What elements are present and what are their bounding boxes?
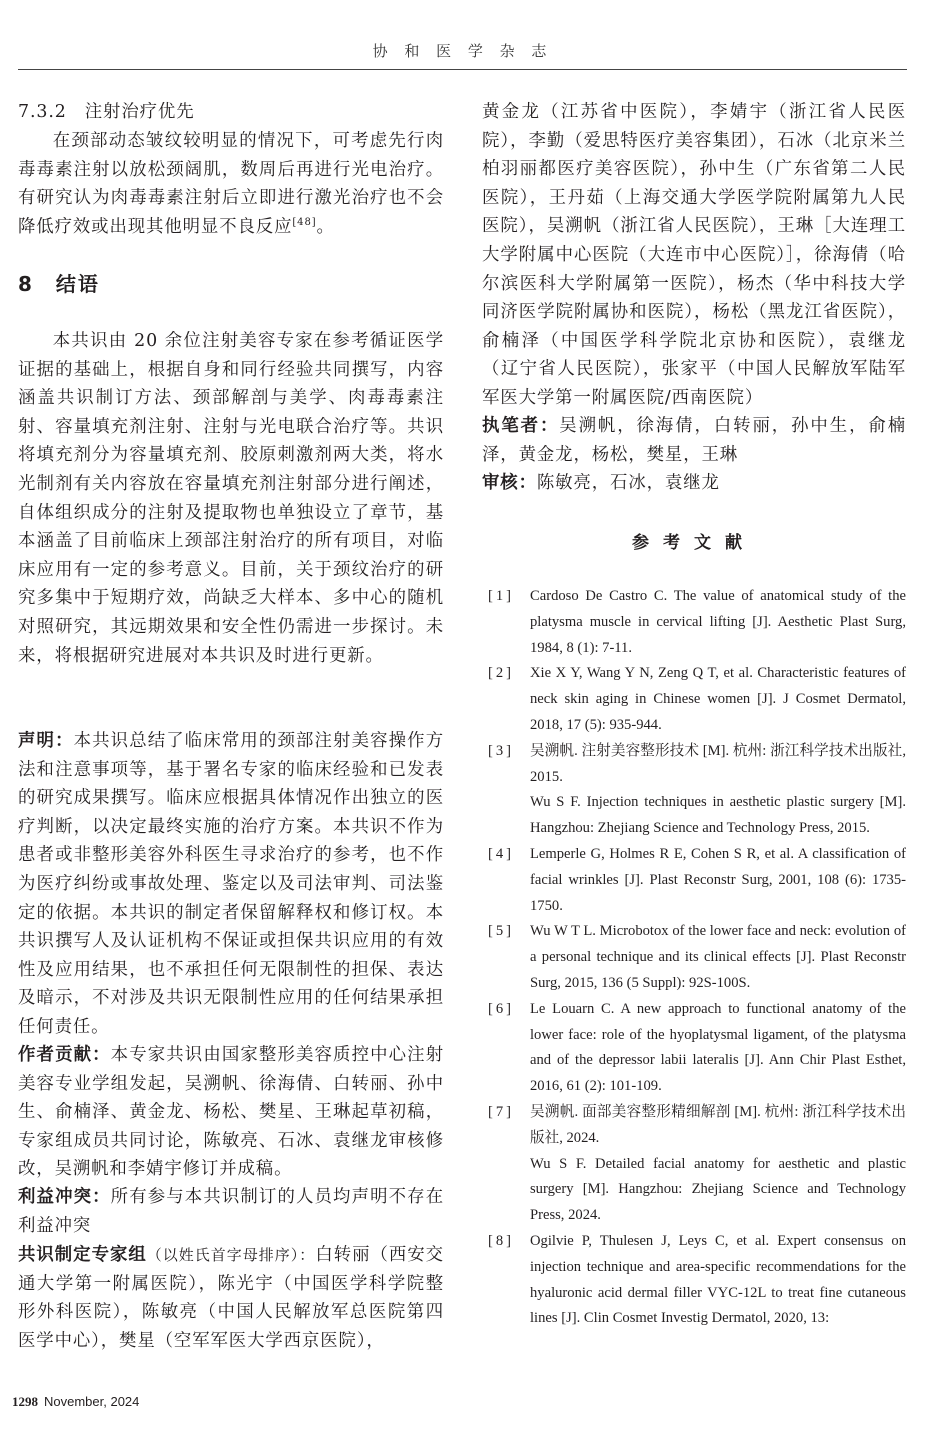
reference-text: Xie X Y, Wang Y N, Zeng Q T, et al. Characteristic features of neck skin aging in Chinese women [J]. J Cosmet Dermatol, 2018, 17 (5): 935-944.	[530, 665, 906, 733]
reference-item	[484, 997, 906, 1100]
period: 。	[316, 216, 335, 237]
reference-item	[484, 584, 906, 661]
issue-date: November, 2024	[44, 1394, 140, 1409]
reference-item	[484, 739, 906, 842]
section-title: 注射治疗优先	[84, 102, 195, 122]
reference-number: [8]	[488, 1232, 515, 1249]
reference-item	[484, 919, 906, 996]
statement-label: 声明：	[18, 731, 74, 751]
reference-item	[484, 1229, 906, 1332]
section-8-heading	[18, 270, 444, 299]
statement-text: 本共识总结了临床常用的颈部注射美容操作方法和注意事项等，基于署名专家的临床经验和已发表的研究成果撰写。临床应根据具体情况作出独立的医疗判断，以决定最终实施的治疗方案。本共识不作为患者或非整形美容外科医生寻求治疗的参考，也不作为医疗纠纷或事故处理、鉴定以及司法审判、司法鉴定的依据。本共识的制定者保留解释权和修订权。本共识撰写人及认证机构不保证或担保共识应用的有效性及应用结果，也不承担任何无限制性的担保、表达及暗示，不对涉及共识无限制性应用的任何结果承担任何责任。	[18, 731, 444, 1037]
reference-text: Wu W T L. Microbotox of the lower face and neck: evolution of a personal technique and its clinical effects [J]. Plast Reconstr Surg, 2015, 136 (5 Suppl): 92S-100S.	[530, 923, 906, 991]
reviewers	[482, 469, 906, 498]
journal-header: 协 和 医 学 杂 志	[372, 42, 553, 60]
review-text: 陈敏亮，石冰，袁继龙	[536, 473, 720, 493]
references-heading: 参考文献	[632, 533, 756, 553]
conflict-text: 所有参与本共识制订的人员均声明不存在利益冲突	[18, 1187, 444, 1236]
writers-text: 吴溯帆，徐海倩，白转丽，孙中生，俞楠泽，黄金龙，杨松，樊星，王琳	[482, 416, 906, 465]
page-number: 1298	[12, 1394, 38, 1409]
reference-text: Le Louarn C. A new approach to functional anatomy of the lower face: role of the hyoplatysmal ligament, of the platysma and of the depressor labii lateralis [J]. Ann Chir Plast Esthet, 2016, 61 (2): 101-109.	[530, 1000, 906, 1095]
reference-number: [2]	[488, 665, 515, 682]
reference-number: [5]	[488, 923, 515, 940]
reference-text: Cardoso De Castro C. The value of anatomical study of the platysma muscle in cervical lifting [J]. Aesthetic Plast Surg, 1984, 8 (1): 7-11.	[530, 588, 906, 656]
section-7-3-2-body	[18, 127, 444, 241]
contrib-label: 作者贡献：	[18, 1045, 111, 1065]
reference-number: [4]	[488, 845, 515, 862]
reference-text: Lemperle G, Holmes R E, Cohen S R, et al. A classification of facial wrinkles [J]. Plast Reconstr Surg, 2001, 108 (6): 1735-1750.	[530, 845, 906, 914]
statement	[18, 727, 444, 1042]
expert-group-continued: 黄金龙（江苏省中医院），李婧宇（浙江省人民医院），李勤（爱思特医疗美容集团），石冰（北京米兰柏羽丽都医疗美容医院），孙中生（广东省第二人民医院），王丹茹（上海交通大学医学院附属第九人民医院），吴溯帆（浙江省人民医院），王琳［大连理工大学附属中心医院（大连市中心医院）］，徐海倩（哈尔滨医科大学附属第一医院），杨杰（华中科技大学同济医学院附属协和医院），杨松（黑龙江省医院），俞楠泽（中国医学科学院北京协和医院），袁继龙（辽宁省人民医院），张家平（中国人民解放军陆军军医大学第一附属医院/西南医院）	[482, 102, 906, 408]
experts-note: （以姓氏首字母排序）：	[146, 1246, 316, 1264]
experts-text: 白转丽（西安交通大学第一附属医院），陈光宇（中国医学科学院整形外科医院），陈敏亮（中国人民解放军总医院第四医学中心），樊星（空军军医大学西京医院），	[18, 1245, 444, 1351]
reference-number: [7]	[488, 1103, 515, 1120]
review-label: 审核：	[482, 473, 537, 493]
conflict-label: 利益冲突：	[18, 1187, 111, 1207]
header-rule	[18, 69, 907, 70]
conflict-of-interest	[18, 1183, 444, 1240]
reference-list	[484, 584, 906, 1332]
reference-text: Wu S F. Injection techniques in aesthetic plastic surgery [M]. Hangzhou: Zhejiang Science and Technology Press, 2015.	[530, 794, 906, 837]
paragraph-text: 在颈部动态皱纹较明显的情况下，可考虑先行肉毒毒素注射以放松颈阔肌，数周后再进行光电治疗。有研究认为肉毒毒素注射后立即进行激光治疗也不会降低疗效或出现其他明显不良反应	[18, 131, 444, 237]
page-footer	[12, 1394, 139, 1410]
reference-text: Wu S F. Detailed facial anatomy for aesthetic and plastic surgery [M]. Hangzhou: Zhejiang Science and Technology Press, 2024.	[530, 1155, 906, 1224]
reference-number: [6]	[488, 1000, 515, 1017]
reference-text: 吴溯帆. 注射美容整形技术 [M]. 杭州: 浙江科学技术出版社, 2015.	[530, 742, 906, 785]
conclusion-paragraph: 本共识由 20 余位注射美容专家在参考循证医学证据的基础上，根据自身和同行经验共同撰写，内容涵盖共识制订方法、颈部解剖与美学、肉毒毒素注射、容量填充剂注射、注射与光电联合治疗等。共识将填充剂分为容量填充剂、胶原刺激剂两大类，将水光制剂有关内容放在容量填充剂注射部分进行阐述，自体组织成分的注射及提取物也单独设立了章节，基本涵盖了目前临床上颈部注射治疗的所有项目，对临床应用有一定的参考意义。目前，关于颈纹治疗的研究多集中于短期疗效，尚缺乏大样本、多中心的随机对照研究，其远期效果和安全性仍需进一步探讨。未来，将根据研究进展对本共识及时进行更新。	[18, 331, 444, 666]
writers	[482, 412, 906, 469]
reference-item	[484, 661, 906, 738]
reference-item	[484, 842, 906, 919]
experts-label: 共识制定专家组	[18, 1245, 147, 1265]
reference-item	[484, 1100, 906, 1229]
author-contributions	[18, 1041, 444, 1184]
reference-number: [1]	[488, 588, 515, 604]
reference-text: Ogilvie P, Thulesen J, Leys C, et al. Expert consensus on injection technique and area-specific recommendations for the hyaluronic acid dermal filler VYC-12L to treat fine cutaneous lines [J]. Clin Cosmet Investig Dermatol, 2020, 13:	[530, 1232, 906, 1327]
reference-number: [3]	[488, 742, 515, 759]
citation[interactable]: [48]	[292, 216, 317, 228]
writers-label: 执笔者：	[482, 416, 560, 436]
section-number: 8	[18, 272, 34, 296]
section-number: 7.3.2	[18, 102, 67, 122]
section-7-3-2-heading	[18, 98, 444, 127]
contrib-text: 本专家共识由国家整形美容质控中心注射美容专业学组发起，吴溯帆、徐海倩、白转丽、孙中生、俞楠泽、黄金龙、杨松、樊星、王琳起草初稿，专家组成员共同讨论，陈敏亮、石冰、袁继龙审核修改，吴溯帆和李婧宇修订并成稿。	[18, 1045, 444, 1180]
reference-text: 吴溯帆. 面部美容整形精细解剖 [M]. 杭州: 浙江科学技术出版社, 2024.	[530, 1103, 906, 1146]
section-title: 结语	[55, 272, 100, 296]
expert-group	[18, 1241, 444, 1355]
